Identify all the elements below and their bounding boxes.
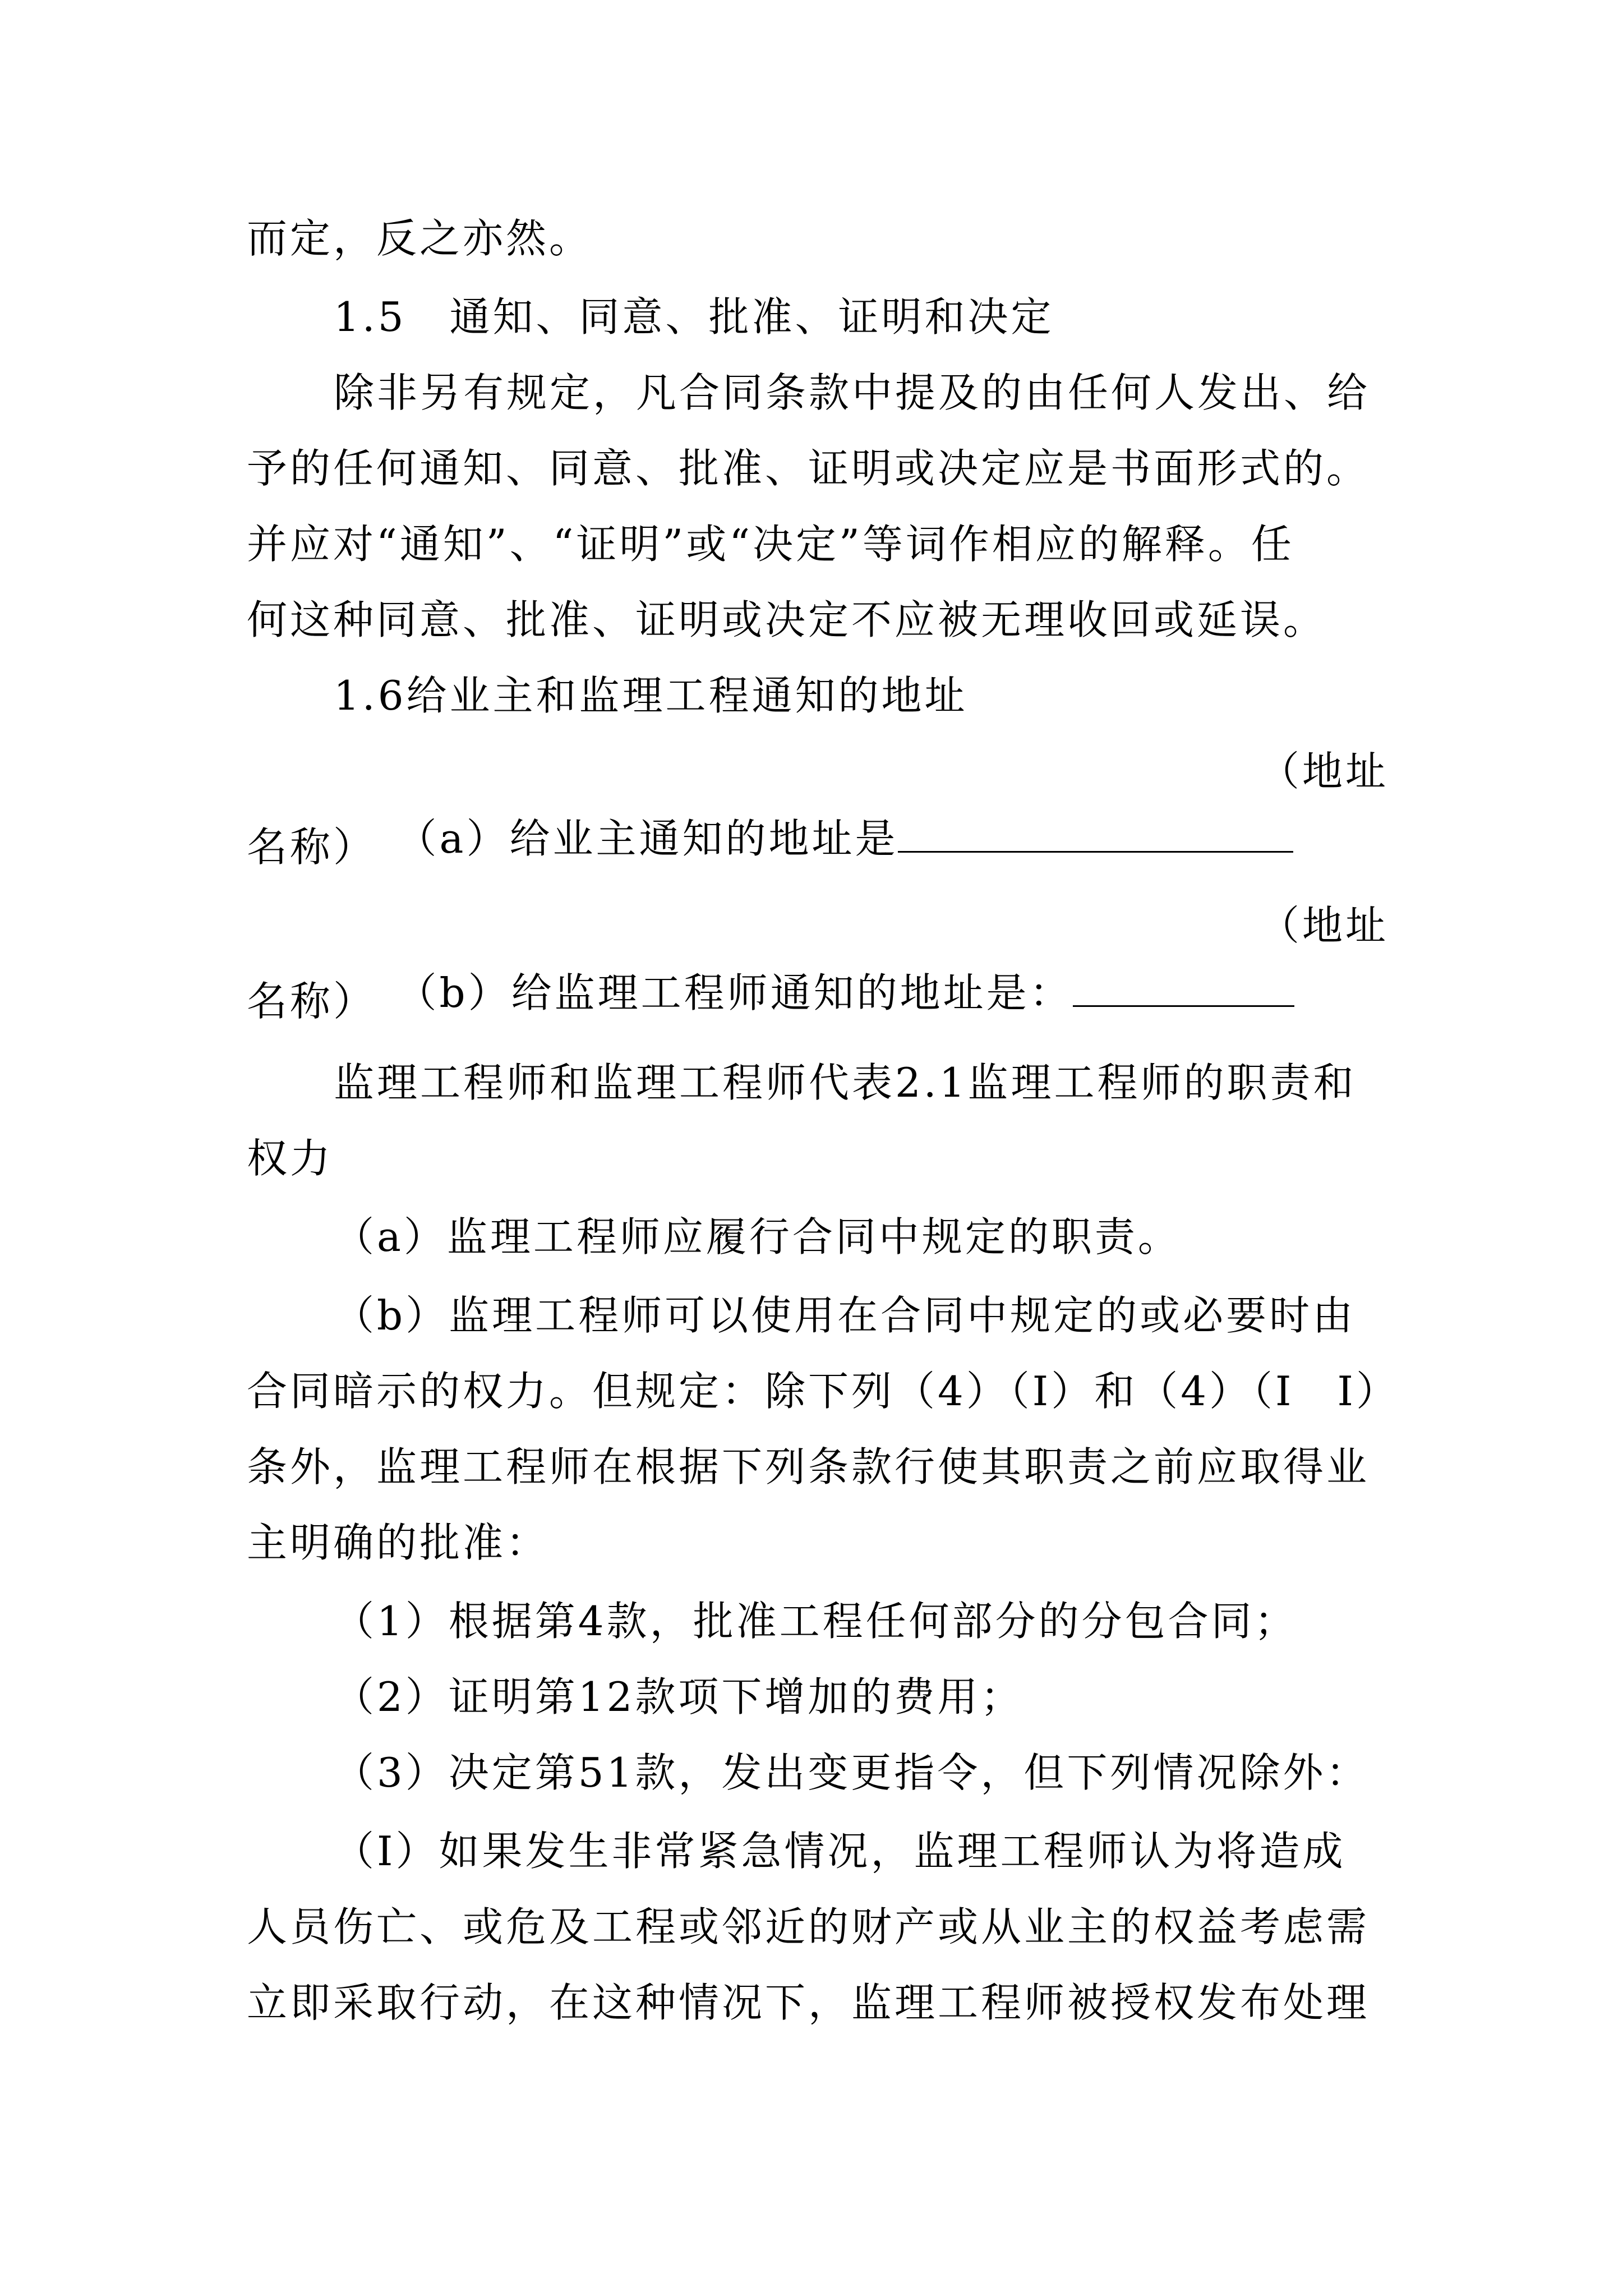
text-line: 监理工程师和监理工程师代表2.1监理工程师的职责和 — [334, 1059, 1357, 1106]
list-item: （3）决定第51款，发出变更指令，但下列情况除外： — [334, 1749, 1370, 1796]
section-heading: 1.5 通知、同意、批准、证明和决定 — [334, 293, 1054, 341]
text-line: 除非另有规定，凡合同条款中提及的由任何人发出、给 — [334, 369, 1371, 416]
text-line: 何这种同意、批准、证明或决定不应被无理收回或延误。 — [247, 596, 1327, 643]
section-heading: 1.6给业主和监理工程通知的地址 — [334, 672, 968, 719]
text-line: （b）监理工程师可以使用在合同中规定的或必要时由 — [334, 1292, 1356, 1339]
list-item: （1）根据第4款，批准工程任何部分的分包合同； — [334, 1598, 1298, 1645]
text-line: 并应对“通知”、“证明”或“决定”等词作相应的解释。任 — [247, 521, 1294, 568]
text-line: 名称） — [247, 978, 377, 1025]
text-line: 合同暗示的权力。但规定：除下列（4）（I）和（4）（I I） — [247, 1368, 1399, 1415]
text-line: （a）监理工程师应履行合同中规定的职责。 — [334, 1213, 1181, 1260]
text-line: 主明确的批准： — [247, 1519, 550, 1566]
text-line: 权力 — [247, 1135, 334, 1182]
text-line: （地址 — [1259, 902, 1389, 949]
text-line: 予的任何通知、同意、批准、证明或决定应是书面形式的。 — [247, 445, 1370, 492]
engineer-address-blank — [1073, 966, 1294, 1007]
owner-address-blank — [898, 812, 1293, 853]
text-line — [334, 892, 1294, 1016]
text-line: 而定，反之亦然。 — [247, 215, 593, 262]
text-line: 条外，监理工程师在根据下列条款行使其职责之前应取得业 — [247, 1443, 1370, 1490]
address-label-owner: （a）给业主通知的地址是 — [396, 815, 898, 862]
text-line: （I）如果发生非常紧急情况，监理工程师认为将造成 — [334, 1828, 1346, 1875]
list-item: （2）证明第12款项下增加的费用； — [334, 1673, 1024, 1720]
text-line: 立即采取行动，在这种情况下，监理工程师被授权发布处理 — [247, 1979, 1370, 2026]
address-label-engineer: （b）给监理工程师通知的地址是： — [396, 969, 1073, 1016]
text-line: 人员伤亡、或危及工程或邻近的财产或从业主的权益考虑需 — [247, 1903, 1370, 1950]
text-line — [334, 738, 1293, 862]
text-line: 名称） — [247, 823, 377, 871]
text-line: （地址 — [1259, 748, 1389, 795]
